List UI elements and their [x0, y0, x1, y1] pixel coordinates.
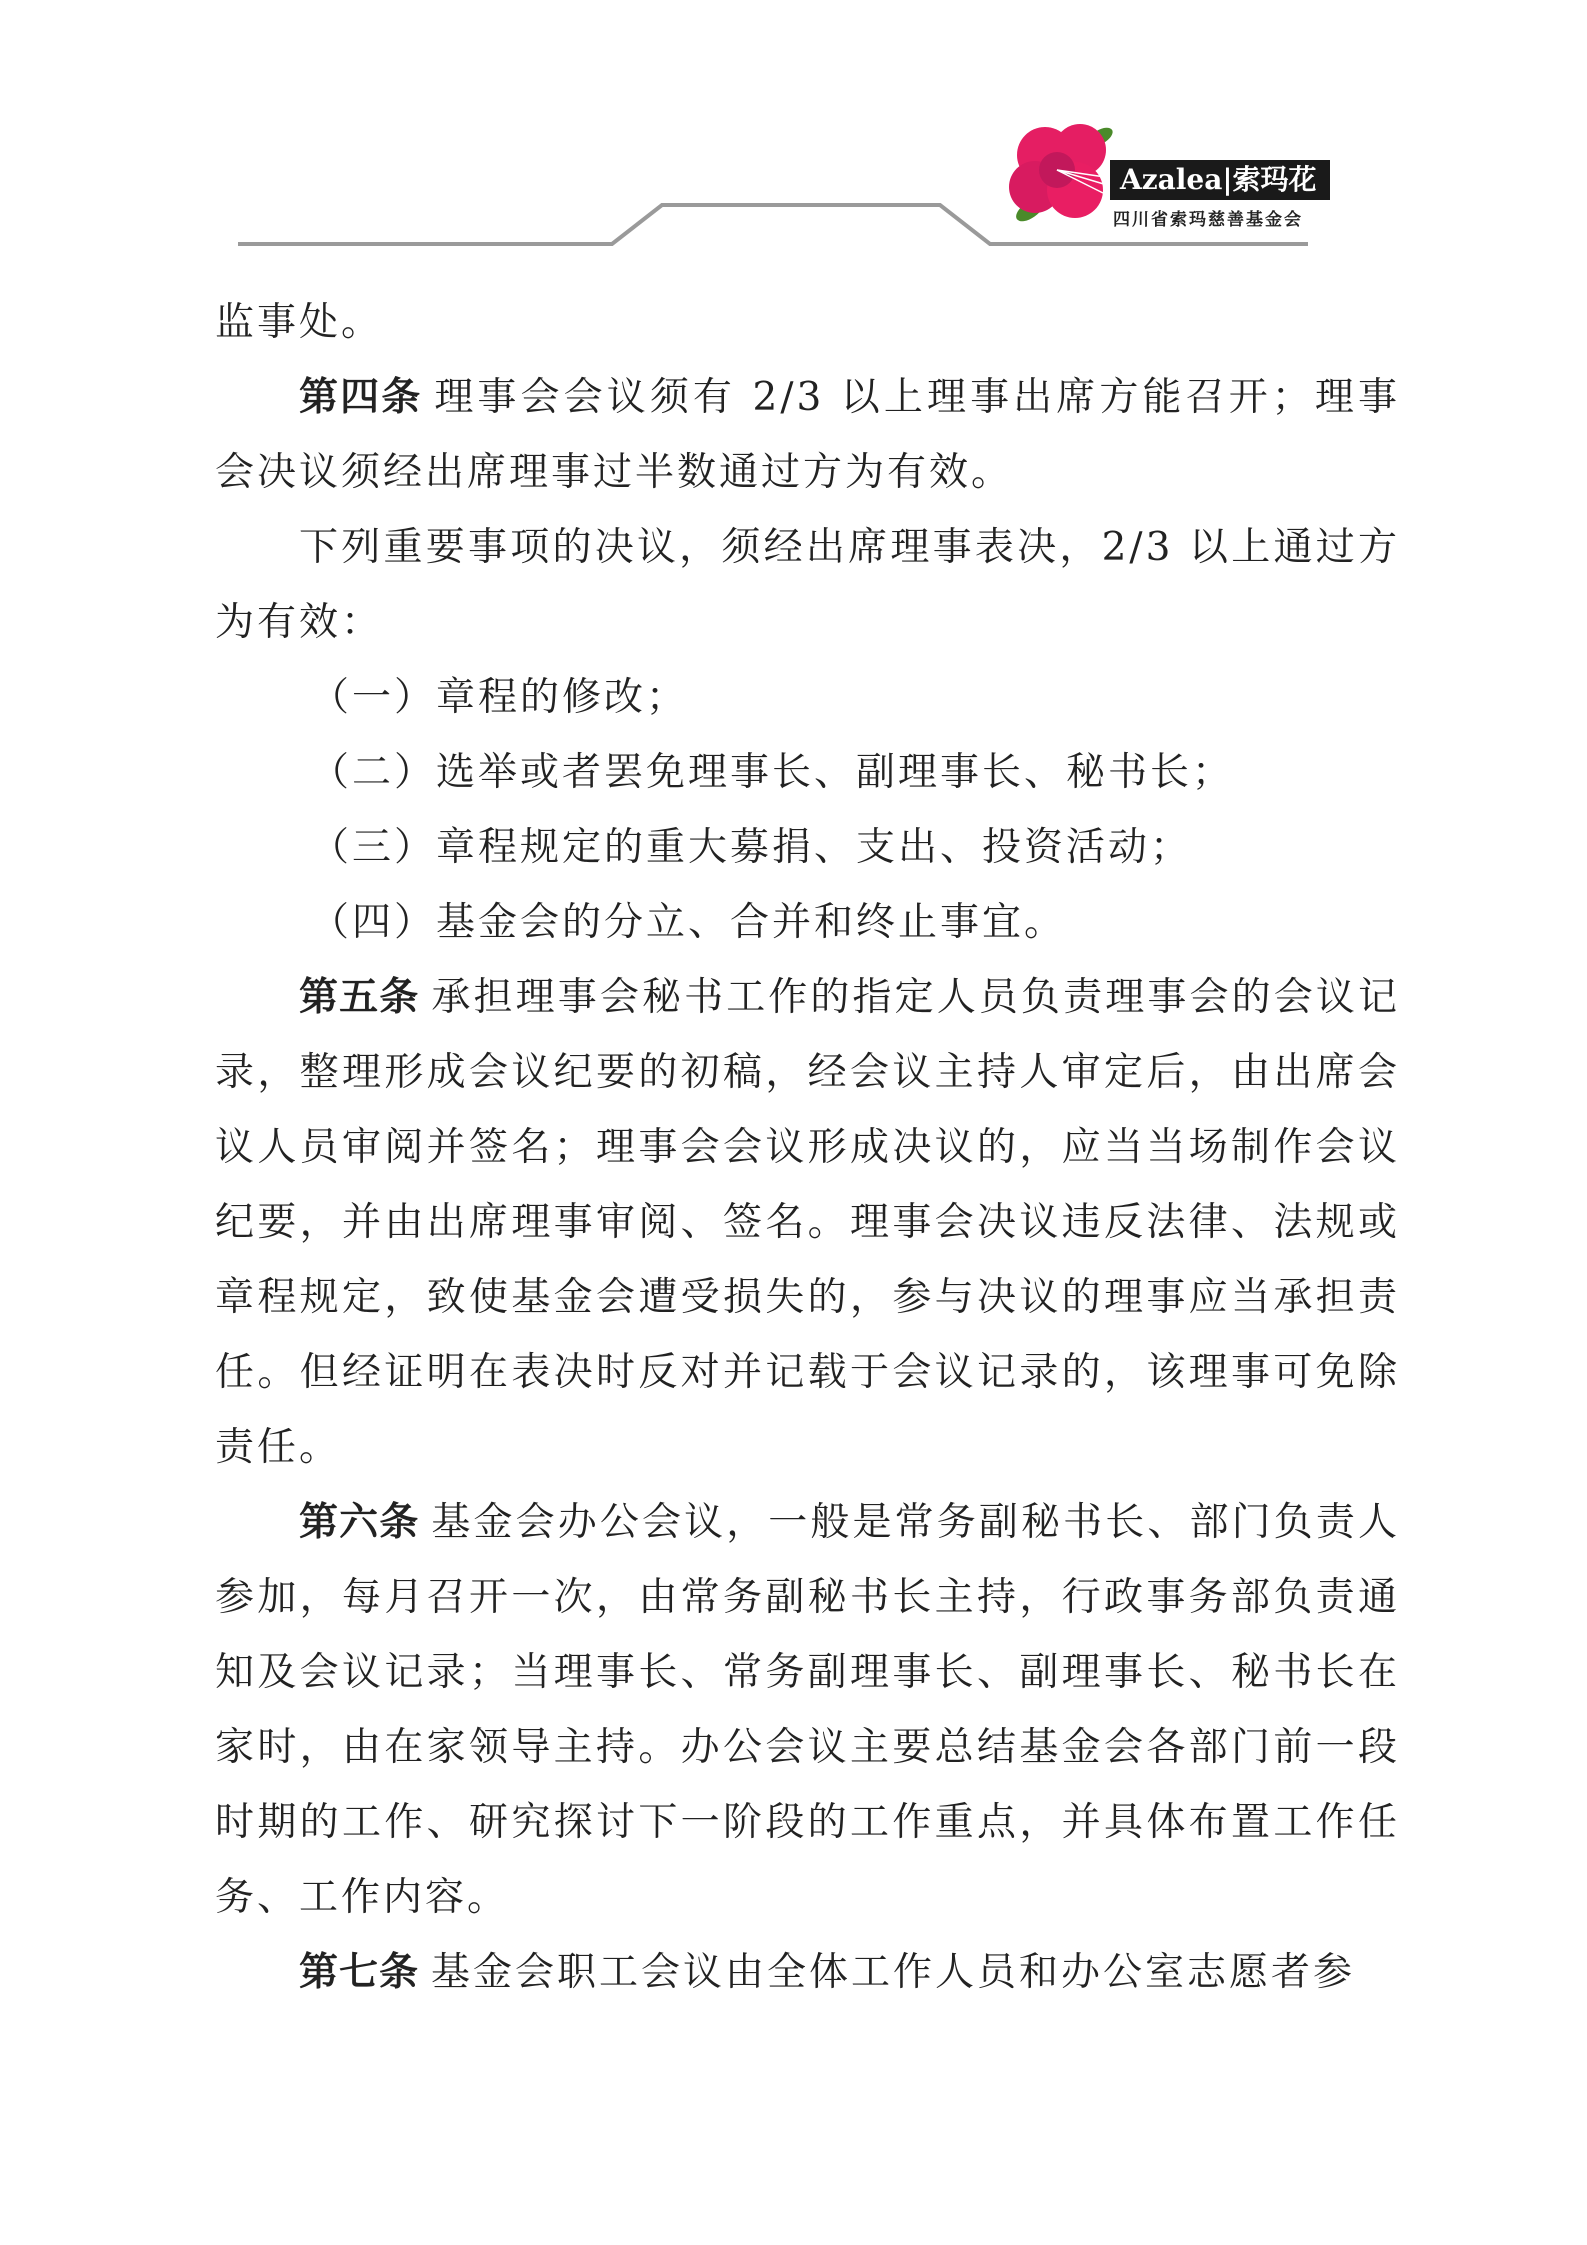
article-7: [215, 1935, 1400, 2010]
logo-title: Azalea|索玛花: [1110, 160, 1330, 200]
logo-subtitle: 四川省索玛慈善基金会: [1113, 210, 1303, 230]
azalea-flower-icon: [1005, 115, 1125, 235]
document-body: [215, 285, 1400, 2010]
list-item-2: （二）选举或者罢免理事长、副理事长、秘书长；: [310, 750, 1235, 795]
article-6-label: 第六条: [299, 1500, 420, 1545]
list-item-3: （三）章程规定的重大募捐、支出、投资活动；: [310, 825, 1193, 870]
list-item-1: （一）章程的修改；: [310, 675, 689, 720]
list-intro: 下列重要事项的决议，须经出席理事表决，2/3 以上通过方为有效：: [215, 525, 1400, 645]
header-rule: [0, 0, 1587, 260]
article-7-text: 基金会职工会议由全体工作人员和办公室志愿者参: [431, 1950, 1356, 1995]
article-5-label: 第五条: [299, 975, 420, 1020]
list-item-4: （四）基金会的分立、合并和终止事宜。: [310, 900, 1067, 945]
article-5-text: 承担理事会秘书工作的指定人员负责理事会的会议记录，整理形成会议纪要的初稿，经会议主持人审定后，由出席会议人员审阅并签名；理事会会议形成决议的，应当当场制作会议纪要，并由出席理事审阅、签名。理事会决议违反法律、法规或章程规定，致使基金会遭受损失的，参与决议的理事应当承担责任。但经证明在表决时反对并记载于会议记录的，该理事可免除责任。: [215, 975, 1400, 1470]
page-header: [0, 0, 1587, 260]
article-7-label: 第七条: [299, 1950, 420, 1995]
article-4-text: 理事会会议须有 2/3 以上理事出席方能召开；理事会决议须经出席理事过半数通过方为有效。: [215, 375, 1400, 495]
article-6: [215, 1485, 1400, 1935]
article-6-text: 基金会办公会议，一般是常务副秘书长、部门负责人参加，每月召开一次，由常务副秘书长主持，行政事务部负责通知及会议记录；当理事长、常务副理事长、副理事长、秘书长在家时，由在家领导主持。办公会议主要总结基金会各部门前一段时期的工作、研究探讨下一阶段的工作重点，并具体布置工作任务、工作内容。: [215, 1500, 1400, 1920]
paragraph-continuation: 监事处。: [215, 300, 384, 345]
article-5: [215, 960, 1400, 1485]
article-4: [215, 360, 1400, 510]
article-4-label: 第四条: [299, 375, 423, 420]
foundation-logo: [1005, 115, 1335, 245]
